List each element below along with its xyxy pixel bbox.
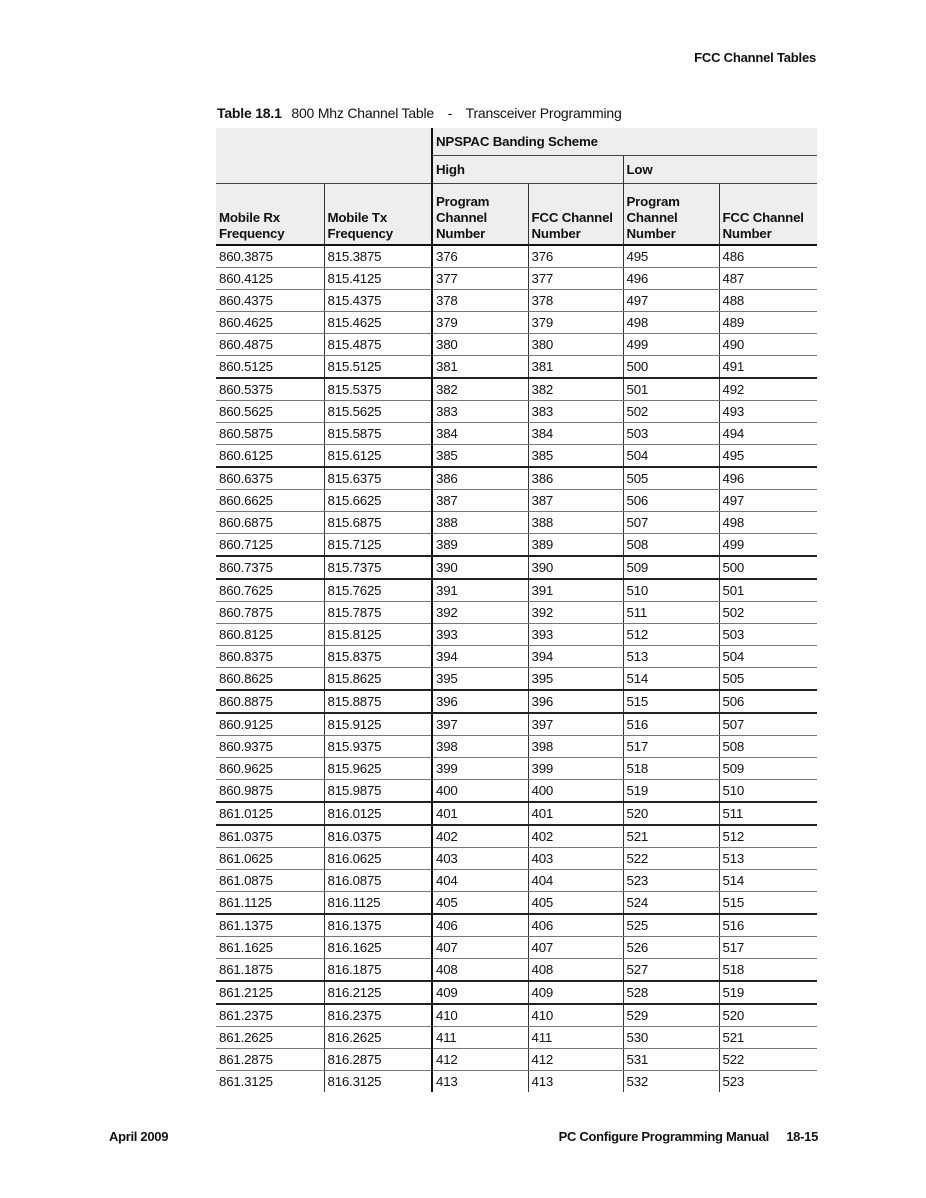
table-row <box>216 1071 817 1093</box>
table-row <box>216 312 817 334</box>
cell-high-fcc-channel: 380 <box>528 334 623 356</box>
cell-mobile-tx: 815.5875 <box>324 423 432 445</box>
cell-high-program-channel: 385 <box>432 445 528 468</box>
cell-low-program-channel: 496 <box>623 268 719 290</box>
cell-high-program-channel: 390 <box>432 556 528 579</box>
table-number: Table 18.1 <box>217 105 282 121</box>
cell-mobile-rx: 860.5375 <box>216 378 324 401</box>
cell-high-fcc-channel: 401 <box>528 802 623 825</box>
table-row <box>216 1004 817 1027</box>
cell-low-fcc-channel: 497 <box>719 490 817 512</box>
cell-high-program-channel: 409 <box>432 981 528 1004</box>
cell-high-fcc-channel: 390 <box>528 556 623 579</box>
cell-high-program-channel: 402 <box>432 825 528 848</box>
cell-high-program-channel: 407 <box>432 937 528 959</box>
cell-low-program-channel: 510 <box>623 579 719 602</box>
cell-low-program-channel: 508 <box>623 534 719 557</box>
cell-mobile-tx: 816.0875 <box>324 870 432 892</box>
cell-mobile-rx: 861.0625 <box>216 848 324 870</box>
cell-low-fcc-channel: 496 <box>719 467 817 490</box>
cell-low-program-channel: 497 <box>623 290 719 312</box>
cell-mobile-tx: 815.6625 <box>324 490 432 512</box>
cell-mobile-rx: 860.5125 <box>216 356 324 379</box>
table-body <box>216 245 817 1092</box>
cell-mobile-tx: 815.5125 <box>324 356 432 379</box>
cell-high-fcc-channel: 411 <box>528 1027 623 1049</box>
cell-mobile-rx: 861.0375 <box>216 825 324 848</box>
subgroup-header-low: Low <box>623 156 817 184</box>
table-row <box>216 445 817 468</box>
cell-low-fcc-channel: 517 <box>719 937 817 959</box>
table-row <box>216 490 817 512</box>
cell-high-program-channel: 393 <box>432 624 528 646</box>
cell-low-program-channel: 509 <box>623 556 719 579</box>
table-caption <box>217 105 622 121</box>
cell-high-program-channel: 394 <box>432 646 528 668</box>
cell-high-fcc-channel: 408 <box>528 959 623 982</box>
cell-mobile-tx: 816.3125 <box>324 1071 432 1093</box>
cell-mobile-tx: 815.8625 <box>324 668 432 691</box>
cell-mobile-tx: 816.1875 <box>324 959 432 982</box>
cell-low-fcc-channel: 522 <box>719 1049 817 1071</box>
cell-low-fcc-channel: 494 <box>719 423 817 445</box>
cell-low-fcc-channel: 511 <box>719 802 817 825</box>
column-header-mobile-tx: Mobile Tx Frequency <box>324 184 432 246</box>
cell-low-program-channel: 529 <box>623 1004 719 1027</box>
cell-high-fcc-channel: 378 <box>528 290 623 312</box>
cell-high-fcc-channel: 409 <box>528 981 623 1004</box>
cell-mobile-tx: 815.4875 <box>324 334 432 356</box>
cell-high-program-channel: 386 <box>432 467 528 490</box>
cell-mobile-rx: 860.9375 <box>216 736 324 758</box>
cell-mobile-rx: 861.2125 <box>216 981 324 1004</box>
cell-high-fcc-channel: 406 <box>528 914 623 937</box>
cell-high-program-channel: 412 <box>432 1049 528 1071</box>
cell-low-program-channel: 525 <box>623 914 719 937</box>
cell-mobile-rx: 861.3125 <box>219 1074 273 1089</box>
cell-mobile-rx: 860.6625 <box>216 490 324 512</box>
cell-mobile-rx: 860.5875 <box>216 423 324 445</box>
cell-low-fcc-channel: 513 <box>719 848 817 870</box>
cell-high-program-channel: 382 <box>432 378 528 401</box>
cell-high-fcc-channel: 392 <box>528 602 623 624</box>
running-head: FCC Channel Tables <box>694 50 816 65</box>
cell-mobile-rx: 860.6375 <box>216 467 324 490</box>
column-header-mobile-rx: Mobile Rx Frequency <box>216 184 324 246</box>
cell-high-program-channel: 398 <box>432 736 528 758</box>
cell-high-program-channel: 405 <box>432 892 528 915</box>
cell-low-fcc-channel: 508 <box>719 736 817 758</box>
cell-high-program-channel: 378 <box>432 290 528 312</box>
cell-mobile-tx: 815.8875 <box>324 690 432 713</box>
cell-low-fcc-channel: 510 <box>719 780 817 803</box>
cell-high-fcc-channel: 410 <box>528 1004 623 1027</box>
cell-mobile-rx: 860.4875 <box>216 334 324 356</box>
cell-mobile-rx: 860.6875 <box>216 512 324 534</box>
cell-low-fcc-channel: 514 <box>719 870 817 892</box>
cell-mobile-rx: 861.0125 <box>216 802 324 825</box>
cell-mobile-rx: 861.1375 <box>216 914 324 937</box>
cell-high-fcc-channel: 412 <box>528 1049 623 1071</box>
cell-high-program-channel: 389 <box>432 534 528 557</box>
cell-low-fcc-channel: 489 <box>719 312 817 334</box>
cell-mobile-rx: 860.4625 <box>216 312 324 334</box>
cell-mobile-tx: 816.2875 <box>324 1049 432 1071</box>
cell-mobile-tx: 815.5375 <box>324 378 432 401</box>
cell-high-fcc-channel: 396 <box>528 690 623 713</box>
cell-mobile-rx: 860.8875 <box>216 690 324 713</box>
cell-high-fcc-channel: 405 <box>528 892 623 915</box>
cell-high-fcc-channel: 389 <box>528 534 623 557</box>
cell-mobile-tx: 815.4625 <box>324 312 432 334</box>
table-row <box>216 914 817 937</box>
cell-low-program-channel: 532 <box>623 1071 719 1093</box>
cell-low-fcc-channel: 521 <box>719 1027 817 1049</box>
cell-high-fcc-channel: 386 <box>528 467 623 490</box>
table-row <box>216 668 817 691</box>
cell-low-fcc-channel: 518 <box>719 959 817 982</box>
column-header-high-program-channel: Program Channel Number <box>432 184 528 246</box>
cell-high-fcc-channel: 395 <box>528 668 623 691</box>
cell-mobile-rx: 860.9625 <box>216 758 324 780</box>
cell-low-fcc-channel: 515 <box>719 892 817 915</box>
table-row <box>216 937 817 959</box>
column-header-low-fcc-channel: FCC Channel Number <box>719 184 817 246</box>
cell-mobile-rx: 860.6125 <box>216 445 324 468</box>
cell-mobile-tx: 815.6375 <box>324 467 432 490</box>
footer-date: April 2009 <box>109 1129 169 1144</box>
column-header-low-program-channel: Program Channel Number <box>623 184 719 246</box>
cell-low-fcc-channel: 506 <box>719 690 817 713</box>
table-row <box>216 959 817 982</box>
table-row <box>216 512 817 534</box>
cell-high-fcc-channel: 399 <box>528 758 623 780</box>
cell-high-program-channel: 388 <box>432 512 528 534</box>
caption-separator: - <box>447 105 453 121</box>
cell-high-program-channel: 413 <box>432 1071 528 1093</box>
table-row <box>216 1049 817 1071</box>
cell-high-fcc-channel: 387 <box>528 490 623 512</box>
cell-mobile-tx: 816.2375 <box>324 1004 432 1027</box>
cell-high-fcc-channel: 391 <box>528 579 623 602</box>
cell-low-fcc-channel: 487 <box>719 268 817 290</box>
cell-high-program-channel: 379 <box>432 312 528 334</box>
cell-mobile-tx: 816.1625 <box>324 937 432 959</box>
cell-low-program-channel: 505 <box>623 467 719 490</box>
cell-low-program-channel: 526 <box>623 937 719 959</box>
cell-mobile-rx: 861.2375 <box>216 1004 324 1027</box>
cell-mobile-tx: 815.7125 <box>324 534 432 557</box>
cell-high-program-channel: 401 <box>432 802 528 825</box>
cell-mobile-rx: 860.7125 <box>216 534 324 557</box>
table-row <box>216 870 817 892</box>
cell-low-program-channel: 523 <box>623 870 719 892</box>
table-row <box>216 334 817 356</box>
cell-low-program-channel: 520 <box>623 802 719 825</box>
cell-high-program-channel: 403 <box>432 848 528 870</box>
cell-low-program-channel: 527 <box>623 959 719 982</box>
cell-high-fcc-channel: 407 <box>528 937 623 959</box>
cell-mobile-tx: 816.2625 <box>324 1027 432 1049</box>
cell-high-fcc-channel: 393 <box>528 624 623 646</box>
cell-low-program-channel: 500 <box>623 356 719 379</box>
cell-mobile-rx: 861.2875 <box>216 1049 324 1071</box>
cell-mobile-rx: 860.4375 <box>216 290 324 312</box>
cell-low-program-channel: 521 <box>623 825 719 848</box>
cell-low-program-channel: 514 <box>623 668 719 691</box>
cell-mobile-rx: 860.8125 <box>216 624 324 646</box>
cell-high-program-channel: 387 <box>432 490 528 512</box>
cell-mobile-tx: 815.7875 <box>324 602 432 624</box>
cell-mobile-tx: 815.8375 <box>324 646 432 668</box>
cell-mobile-tx: 815.9125 <box>324 713 432 736</box>
table-row <box>216 690 817 713</box>
table-row <box>216 848 817 870</box>
table-row <box>216 1027 817 1049</box>
cell-high-fcc-channel: 398 <box>528 736 623 758</box>
cell-mobile-tx: 816.2125 <box>324 981 432 1004</box>
cell-high-fcc-channel: 383 <box>528 401 623 423</box>
table-row <box>216 467 817 490</box>
cell-mobile-tx: 816.0125 <box>324 802 432 825</box>
cell-low-fcc-channel: 523 <box>719 1071 817 1093</box>
cell-high-fcc-channel: 388 <box>528 512 623 534</box>
cell-high-program-channel: 408 <box>432 959 528 982</box>
cell-mobile-rx: 860.8375 <box>216 646 324 668</box>
cell-mobile-rx: 861.1625 <box>216 937 324 959</box>
table-row <box>216 268 817 290</box>
cell-low-program-channel: 519 <box>623 780 719 803</box>
cell-low-fcc-channel: 495 <box>719 445 817 468</box>
cell-high-program-channel: 397 <box>432 713 528 736</box>
cell-mobile-tx: 815.4375 <box>324 290 432 312</box>
cell-mobile-tx: 815.7375 <box>324 556 432 579</box>
cell-high-fcc-channel: 377 <box>528 268 623 290</box>
cell-high-program-channel: 384 <box>432 423 528 445</box>
cell-high-fcc-channel: 382 <box>528 378 623 401</box>
cell-high-program-channel: 377 <box>432 268 528 290</box>
cell-high-program-channel: 376 <box>432 245 528 268</box>
cell-mobile-tx: 815.6875 <box>324 512 432 534</box>
cell-high-program-channel: 381 <box>432 356 528 379</box>
cell-mobile-tx: 815.9625 <box>324 758 432 780</box>
cell-low-fcc-channel: 493 <box>719 401 817 423</box>
cell-low-program-channel: 513 <box>623 646 719 668</box>
table-row <box>216 245 817 268</box>
table-row <box>216 892 817 915</box>
cell-mobile-rx: 861.1125 <box>216 892 324 915</box>
cell-low-program-channel: 507 <box>623 512 719 534</box>
column-header-high-fcc-channel: FCC Channel Number <box>528 184 623 246</box>
cell-mobile-rx: 860.9125 <box>216 713 324 736</box>
group-header-npspac: NPSPAC Banding Scheme <box>432 128 817 156</box>
cell-mobile-tx: 816.0375 <box>324 825 432 848</box>
cell-low-fcc-channel: 503 <box>719 624 817 646</box>
cell-low-program-channel: 504 <box>623 445 719 468</box>
cell-mobile-rx: 860.8625 <box>216 668 324 691</box>
cell-mobile-tx: 815.9375 <box>324 736 432 758</box>
cell-mobile-tx: 816.1125 <box>324 892 432 915</box>
cell-low-program-channel: 530 <box>623 1027 719 1049</box>
cell-mobile-tx: 815.9875 <box>324 780 432 803</box>
cell-high-program-channel: 391 <box>432 579 528 602</box>
cell-high-program-channel: 410 <box>432 1004 528 1027</box>
cell-high-fcc-channel: 385 <box>528 445 623 468</box>
cell-high-program-channel: 383 <box>432 401 528 423</box>
cell-high-program-channel: 396 <box>432 690 528 713</box>
cell-low-program-channel: 506 <box>623 490 719 512</box>
cell-low-program-channel: 518 <box>623 758 719 780</box>
table-row <box>216 534 817 557</box>
subgroup-header-high: High <box>432 156 623 184</box>
cell-low-program-channel: 499 <box>623 334 719 356</box>
cell-low-fcc-channel: 502 <box>719 602 817 624</box>
cell-mobile-tx: 815.5625 <box>324 401 432 423</box>
cell-low-fcc-channel: 486 <box>719 245 817 268</box>
cell-high-fcc-channel: 413 <box>528 1071 623 1093</box>
cell-low-program-channel: 524 <box>623 892 719 915</box>
cell-high-program-channel: 380 <box>432 334 528 356</box>
table-row <box>216 401 817 423</box>
cell-high-program-channel: 400 <box>432 780 528 803</box>
cell-low-fcc-channel: 500 <box>719 556 817 579</box>
cell-low-fcc-channel: 516 <box>719 914 817 937</box>
cell-low-fcc-channel: 492 <box>719 378 817 401</box>
table-row <box>216 602 817 624</box>
cell-high-program-channel: 392 <box>432 602 528 624</box>
cell-high-fcc-channel: 394 <box>528 646 623 668</box>
cell-mobile-tx: 815.3875 <box>324 245 432 268</box>
cell-mobile-tx: 816.0625 <box>324 848 432 870</box>
cell-high-fcc-channel: 397 <box>528 713 623 736</box>
cell-mobile-rx: 860.5625 <box>216 401 324 423</box>
cell-high-fcc-channel: 381 <box>528 356 623 379</box>
table-subtitle: Transceiver Programming <box>465 105 622 121</box>
cell-low-program-channel: 522 <box>623 848 719 870</box>
table-row <box>216 378 817 401</box>
cell-mobile-rx: 860.7625 <box>216 579 324 602</box>
cell-high-program-channel: 395 <box>432 668 528 691</box>
cell-low-fcc-channel: 491 <box>719 356 817 379</box>
cell-high-program-channel: 399 <box>432 758 528 780</box>
cell-mobile-rx: 861.2625 <box>216 1027 324 1049</box>
cell-low-program-channel: 498 <box>623 312 719 334</box>
cell-low-program-channel: 501 <box>623 378 719 401</box>
cell-low-fcc-channel: 501 <box>719 579 817 602</box>
cell-high-fcc-channel: 384 <box>528 423 623 445</box>
cell-low-program-channel: 517 <box>623 736 719 758</box>
cell-low-program-channel: 528 <box>623 981 719 1004</box>
cell-low-fcc-channel: 488 <box>719 290 817 312</box>
table-row <box>216 646 817 668</box>
table-row <box>216 579 817 602</box>
table-row <box>216 356 817 379</box>
cell-low-program-channel: 502 <box>623 401 719 423</box>
cell-low-fcc-channel: 509 <box>719 758 817 780</box>
table-row <box>216 780 817 803</box>
table-row <box>216 713 817 736</box>
cell-low-fcc-channel: 520 <box>719 1004 817 1027</box>
cell-mobile-rx: 861.1875 <box>216 959 324 982</box>
cell-low-fcc-channel: 499 <box>719 534 817 557</box>
table-row <box>216 802 817 825</box>
cell-mobile-rx: 861.0875 <box>216 870 324 892</box>
header-blank <box>216 128 432 184</box>
cell-mobile-rx: 860.7375 <box>216 556 324 579</box>
cell-high-program-channel: 404 <box>432 870 528 892</box>
cell-mobile-tx: 815.4125 <box>324 268 432 290</box>
cell-high-fcc-channel: 404 <box>528 870 623 892</box>
cell-high-fcc-channel: 379 <box>528 312 623 334</box>
cell-low-fcc-channel: 490 <box>719 334 817 356</box>
footer-manual-title: PC Configure Programming Manual <box>558 1129 769 1144</box>
cell-mobile-tx: 816.1375 <box>324 914 432 937</box>
cell-low-program-channel: 515 <box>623 690 719 713</box>
cell-mobile-rx: 860.7875 <box>216 602 324 624</box>
page-number: 18-15 <box>786 1129 818 1144</box>
cell-high-fcc-channel: 402 <box>528 825 623 848</box>
table-row <box>216 423 817 445</box>
channel-table <box>216 128 817 1092</box>
cell-high-program-channel: 411 <box>432 1027 528 1049</box>
table-row <box>216 736 817 758</box>
table-title: 800 Mhz Channel Table <box>291 105 435 121</box>
table-row <box>216 758 817 780</box>
cell-low-fcc-channel: 519 <box>719 981 817 1004</box>
cell-low-program-channel: 495 <box>623 245 719 268</box>
cell-low-fcc-channel: 504 <box>719 646 817 668</box>
cell-low-fcc-channel: 498 <box>719 512 817 534</box>
cell-high-fcc-channel: 400 <box>528 780 623 803</box>
cell-low-fcc-channel: 507 <box>719 713 817 736</box>
cell-high-fcc-channel: 403 <box>528 848 623 870</box>
cell-low-program-channel: 511 <box>623 602 719 624</box>
cell-low-fcc-channel: 512 <box>719 825 817 848</box>
cell-low-program-channel: 503 <box>623 423 719 445</box>
cell-mobile-tx: 815.7625 <box>324 579 432 602</box>
cell-mobile-rx: 860.9875 <box>216 780 324 803</box>
cell-high-program-channel: 406 <box>432 914 528 937</box>
table-row <box>216 290 817 312</box>
cell-low-program-channel: 531 <box>623 1049 719 1071</box>
cell-mobile-tx: 815.6125 <box>324 445 432 468</box>
cell-high-fcc-channel: 376 <box>528 245 623 268</box>
cell-low-program-channel: 516 <box>623 713 719 736</box>
table-row <box>216 624 817 646</box>
table-row <box>216 556 817 579</box>
cell-mobile-tx: 815.8125 <box>324 624 432 646</box>
table-row <box>216 981 817 1004</box>
cell-mobile-rx: 860.3875 <box>216 245 324 268</box>
footer-right <box>559 1129 818 1144</box>
cell-low-program-channel: 512 <box>623 624 719 646</box>
cell-low-fcc-channel: 505 <box>719 668 817 691</box>
table-row <box>216 825 817 848</box>
cell-mobile-rx: 860.4125 <box>216 268 324 290</box>
